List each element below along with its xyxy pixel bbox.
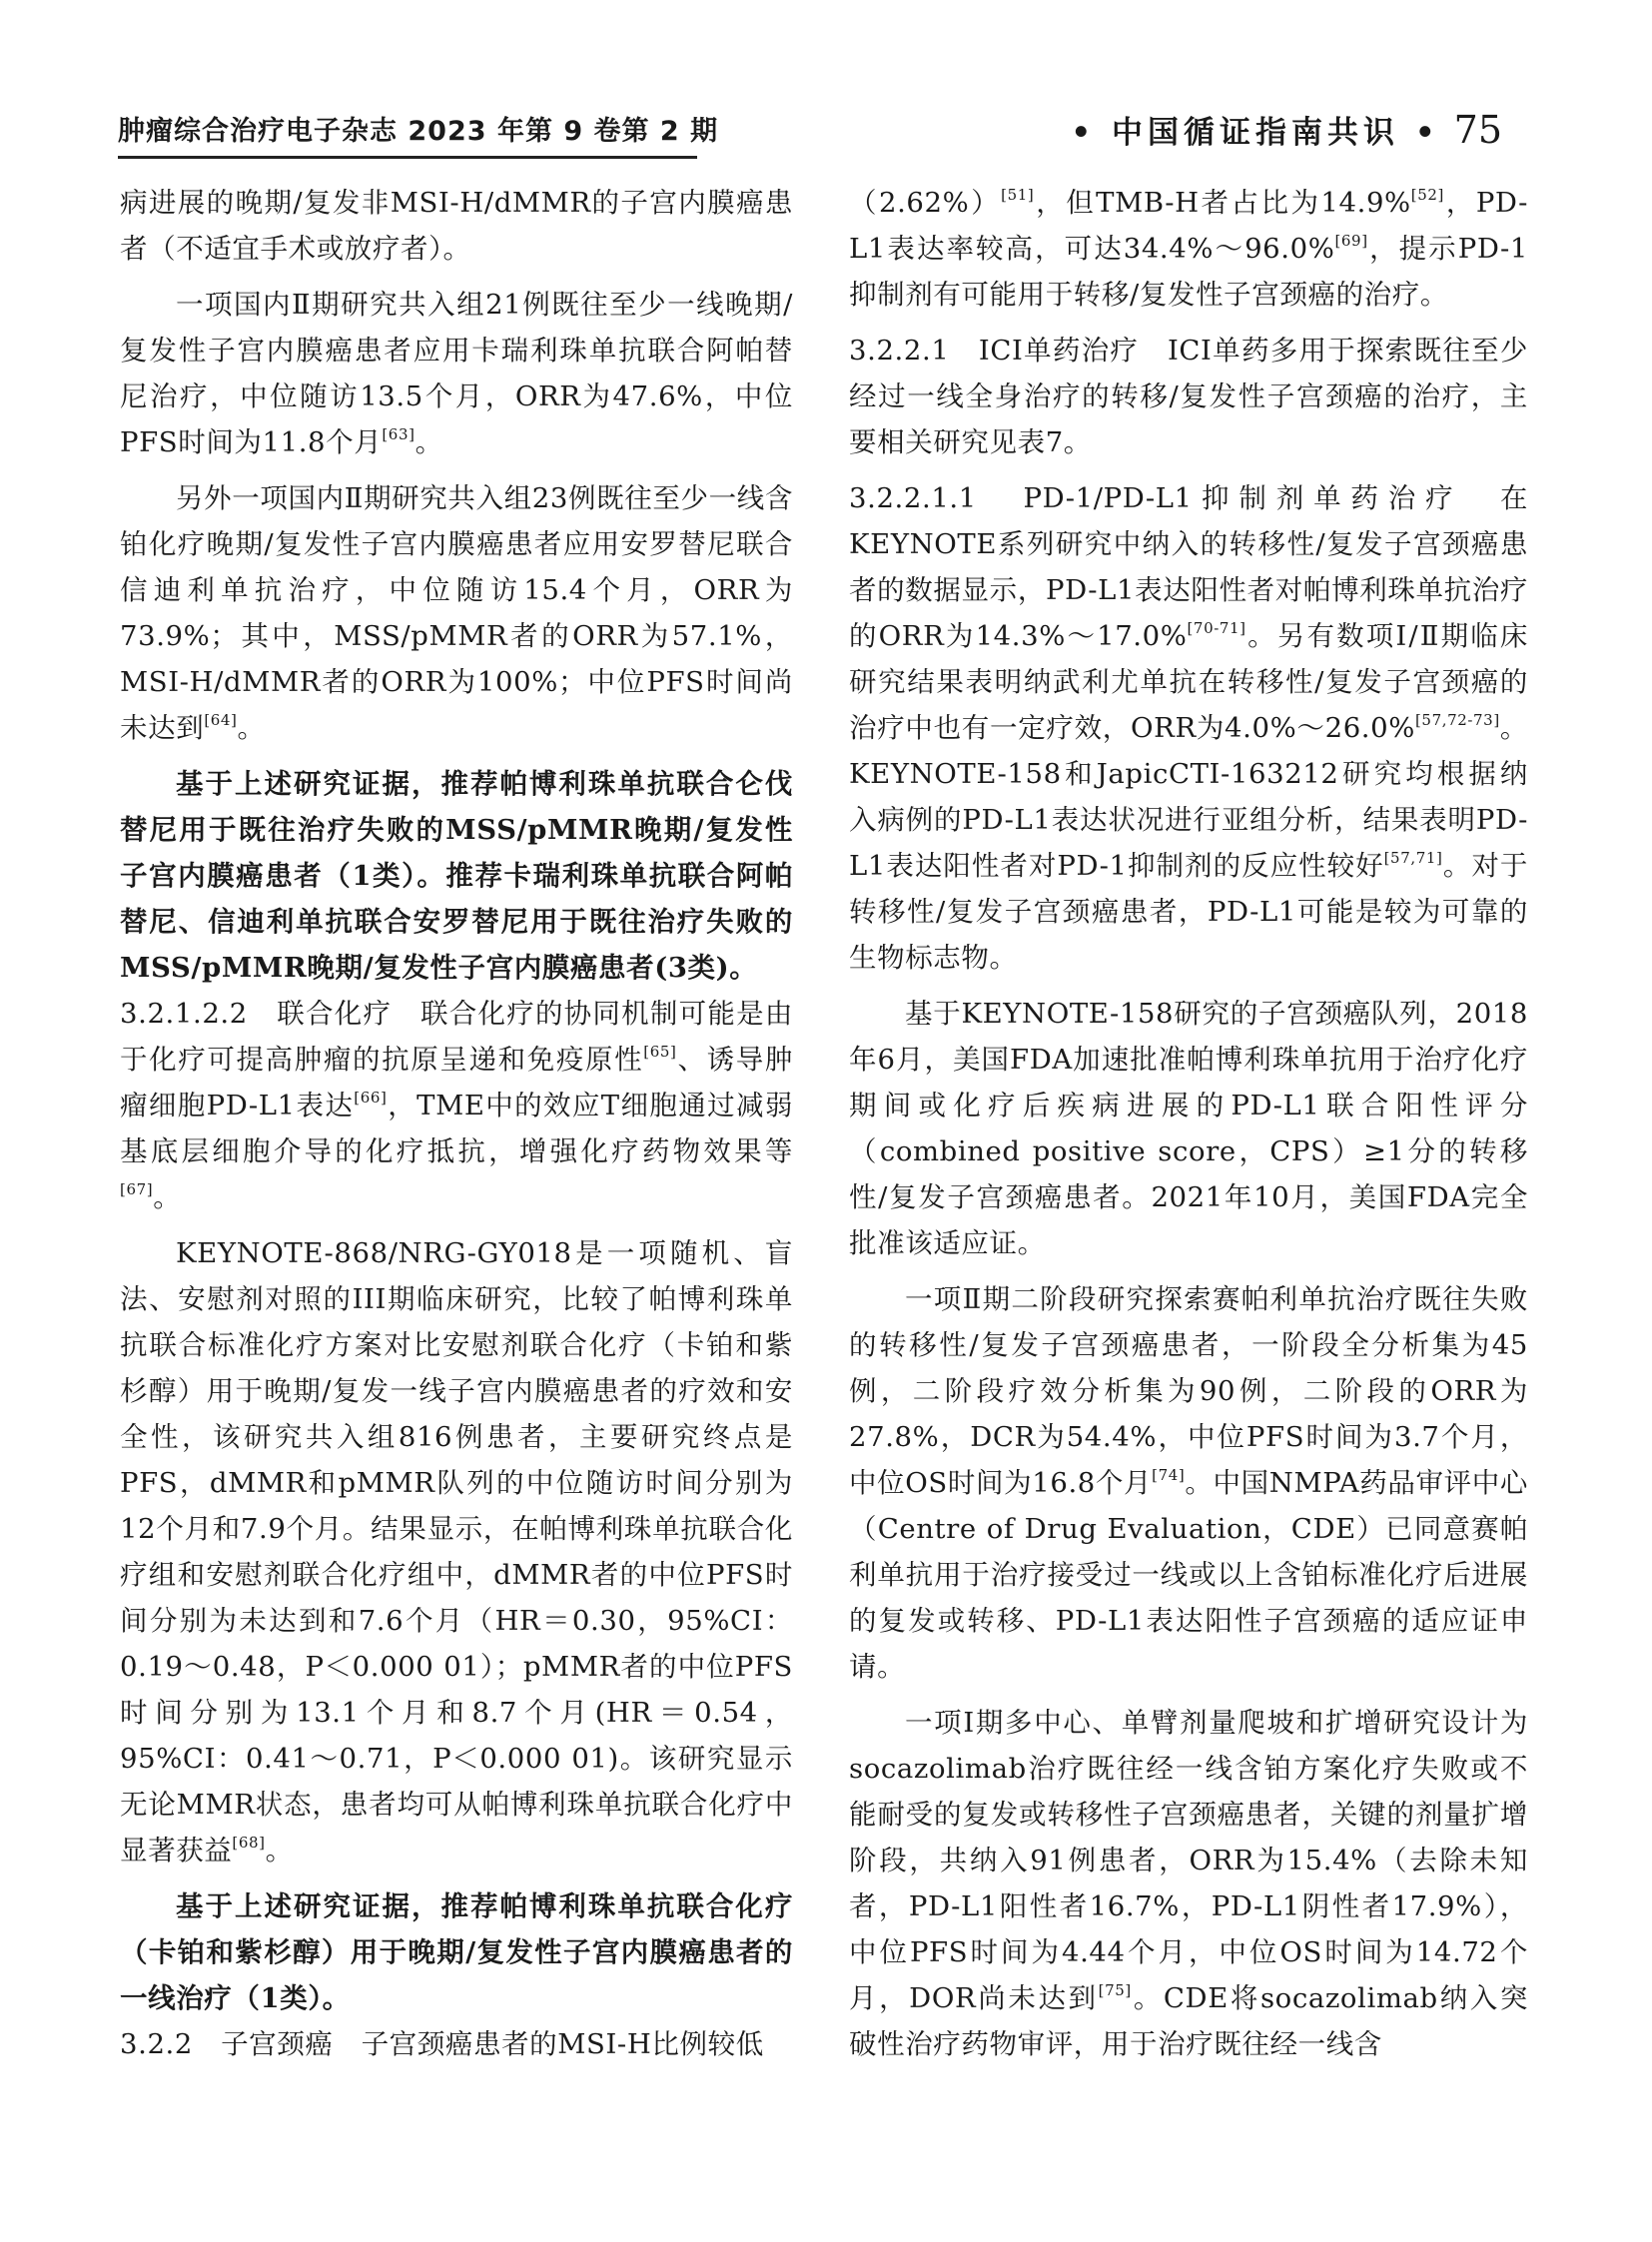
section-label: • 中国循证指南共识 • xyxy=(1071,115,1440,151)
citation: [74] xyxy=(1152,1466,1186,1484)
citation: [75] xyxy=(1098,1981,1132,1999)
citation: [67] xyxy=(120,1180,154,1198)
citation: [63] xyxy=(382,425,415,443)
section-title xyxy=(1071,107,1502,152)
citation: [57,71] xyxy=(1383,849,1443,867)
citation: [66] xyxy=(354,1089,388,1107)
citation: [70-71] xyxy=(1187,619,1246,637)
section-heading-paragraph: 3.2.1.2.2 联合化疗 联合化疗的协同机制可能是由于化疗可提高肿瘤的抗原呈递和免疫原性[65]、诱导肿瘤细胞PD-L1表达[66]，TME中的效应T细胞通过减弱基底层细胞介导的化疗抵抗，增强化疗药物效果等[67]。 xyxy=(120,998,793,1213)
citation: [69] xyxy=(1334,232,1368,250)
citation: [51] xyxy=(1001,186,1035,204)
paragraph: （2.62%）[51]，但TMB-H者占比为14.9%[52]，PD-L1表达率较高，可达34.4%～96.0%[69]，提示PD-1抑制剂有可能用于转移/复发性子宫颈癌的治疗。 xyxy=(849,186,1528,311)
paragraph: 一项Ⅱ期二阶段研究探索赛帕利单抗治疗既往失败的转移性/复发子宫颈癌患者，一阶段全分析集为45例，二阶段疗效分析集为90例，二阶段的ORR为27.8%，DCR为54.4%，中位PFS时间为3.7个月，中位OS时间为16.8个月[74]。中国NMPA药品审评中心（Centre of Drug Evaluation，CDE）已同意赛帕利单抗用于治疗接受过一线或以上含铂标准化疗后进展的复发或转移、PD-L1表达阳性子宫颈癌的适应证申请。 xyxy=(849,1283,1529,1683)
citation: [65] xyxy=(643,1043,677,1061)
section-heading-paragraph: 3.2.2 子宫颈癌 子宫颈癌患者的MSI-H比例较低 xyxy=(120,2028,764,2060)
paragraph: 另外一项国内Ⅱ期研究共入组23例既往至少一线含铂化疗晚期/复发性子宫内膜癌患者应用安罗替尼联合信迪利单抗治疗，中位随访15.4个月，ORR为73.9%；其中，MSS/pMMR者的ORR为57.1%，MSI-H/dMMR者的ORR为100%；中位PFS时间尚未达到[64]。 xyxy=(120,482,793,744)
right-column xyxy=(849,180,1528,2067)
section-heading-paragraph: 3.2.2.1 ICI单药治疗 ICI单药多用于探索既往至少经过一线全身治疗的转移/复发性子宫颈癌的治疗，主要相关研究见表7。 xyxy=(849,335,1528,458)
journal-title: 肿瘤综合治疗电子杂志 2023 年第 9 卷第 2 期 xyxy=(118,116,719,147)
page-number: 75 xyxy=(1453,108,1502,152)
recommendation-paragraph: 基于上述研究证据，推荐帕博利珠单抗联合化疗（卡铂和紫杉醇）用于晚期/复发性子宫内膜癌患者的一线治疗（1类）。 xyxy=(120,1890,793,2014)
section-heading-paragraph: 3.2.2.1.1 PD-1/PD-L1抑制剂单药治疗 在KEYNOTE系列研究中纳入的转移性/复发子宫颈癌患者的数据显示，PD-L1表达阳性者对帕博利珠单抗治疗的ORR为14.3%～17.0%[70-71]。另有数项Ⅰ/Ⅱ期临床研究结果表明纳武利尤单抗在转移性/复发子宫颈癌的治疗中也有一定疗效，ORR为4.0%～26.0%[57,72-73]。KEYNOTE-158和JapicCTI-163212研究均根据纳入病例的PD-L1表达状况进行亚组分析，结果表明PD-L1表达阳性者对PD-1抑制剂的反应性较好[57,71]。对于转移性/复发子宫颈癌患者，PD-L1可能是较为可靠的生物标志物。 xyxy=(849,482,1528,974)
left-column xyxy=(120,180,793,2067)
citation: [64] xyxy=(204,711,238,729)
citation: [68] xyxy=(232,1834,266,1852)
paragraph: 基于KEYNOTE-158研究的子宫颈癌队列，2018年6月，美国FDA加速批准帕博利珠单抗用于治疗化疗期间或化疗后疾病进展的PD-L1联合阳性评分（combined positive score，CPS）≥1分的转移性/复发子宫颈癌患者。2021年10月，美国FDA完全批准该适应证。 xyxy=(849,998,1528,1259)
recommendation-paragraph: 基于上述研究证据，推荐帕博利珠单抗联合仑伐替尼用于既往治疗失败的MSS/pMMR晚期/复发性子宫内膜癌患者（1类）。推荐卡瑞利珠单抗联合阿帕替尼、信迪利单抗联合安罗替尼用于既往治疗失败的MSS/pMMR晚期/复发性子宫内膜癌患者(3类)。 xyxy=(120,768,793,984)
paragraph: 一项国内Ⅱ期研究共入组21例既往至少一线晚期/复发性子宫内膜癌患者应用卡瑞利珠单抗联合阿帕替尼治疗，中位随访13.5个月，ORR为47.6%，中位PFS时间为11.8个月[63]。 xyxy=(120,289,793,458)
citation: [52] xyxy=(1410,186,1444,204)
header-rule xyxy=(118,156,697,159)
paragraph: 病进展的晚期/复发非MSI-H/dMMR的子宫内膜癌患者（不适宜手术或放疗者）。 xyxy=(120,187,793,265)
page-header xyxy=(118,108,1502,156)
paragraph: 一项Ⅰ期多中心、单臂剂量爬坡和扩增研究设计为socazolimab治疗既往经一线含铂方案化疗失败或不能耐受的复发或转移性子宫颈癌患者，关键的剂量扩增阶段，共纳入91例患者，ORR为15.4%（去除未知者，PD-L1阳性者16.7%，PD-L1阴性者17.9%），中位PFS时间为4.44个月，中位OS时间为14.72个月，DOR尚未达到[75]。CDE将socazolimab纳入突破性治疗药物审评，用于治疗既往经一线含 xyxy=(849,1707,1528,2060)
citation: [57,72-73] xyxy=(1414,711,1500,729)
paragraph: KEYNOTE-868/NRG-GY018是一项随机、盲法、安慰剂对照的III期临床研究，比较了帕博利珠单抗联合标准化疗方案对比安慰剂联合化疗（卡铂和紫杉醇）用于晚期/复发一线子宫内膜癌患者的疗效和安全性，该研究共入组816例患者，主要研究终点是PFS，dMMR和pMMR队列的中位随访时间分别为12个月和7.9个月。结果显示，在帕博利珠单抗联合化疗组和安慰剂联合化疗组中，dMMR者的中位PFS时间分别为未达到和7.6个月（HR＝0.30，95%CI：0.19～0.48，P＜0.000 01）；pMMR者的中位PFS时间分别为13.1个月和8.7个月(HR＝0.54，95%CI：0.41～0.71，P＜0.000 01)。该研究显示无论MMR状态，患者均可从帕博利珠单抗联合化疗中显著获益[68]。 xyxy=(120,1237,793,1867)
